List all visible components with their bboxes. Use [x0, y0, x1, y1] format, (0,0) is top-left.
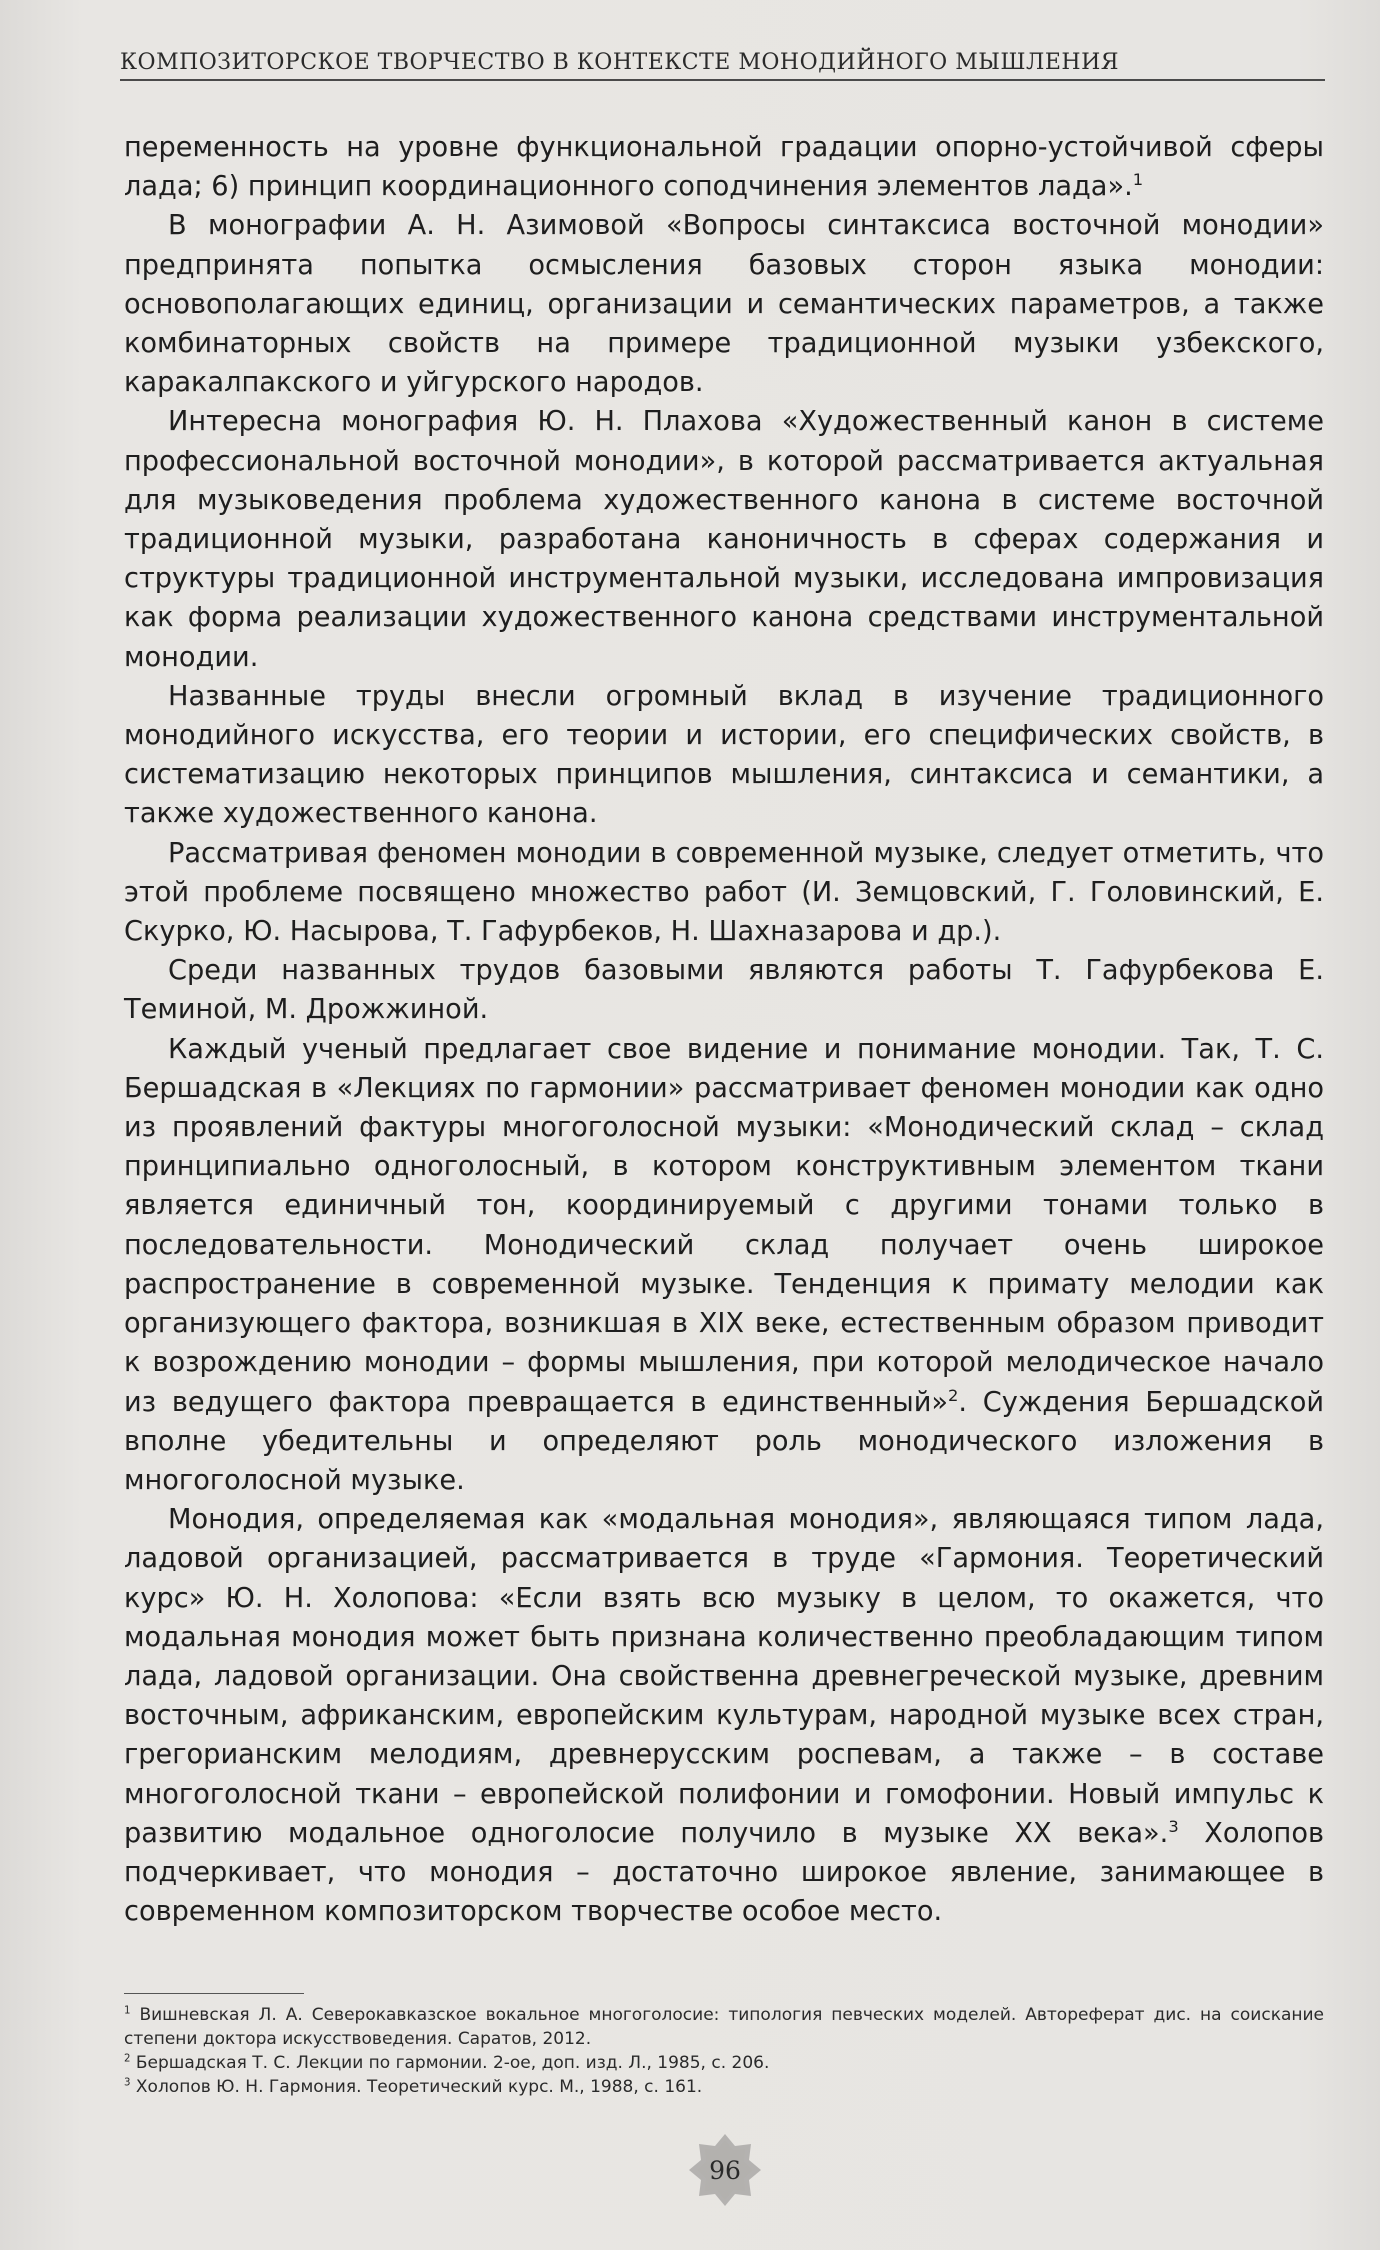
paragraph: [124, 834, 1324, 952]
paragraph: [124, 128, 1324, 206]
footnote-ref: 2: [948, 1385, 959, 1405]
paragraph-text: Интересна монография Ю. Н. Плахова «Художественный канон в системе профессиональной восточной монодии», в которой рассматривается актуальная для музыковедения проблема художественного канона в системе восточной традиционной музыки, разработана каноничность в сферах содержания и структуры традиционной инструментальной музыки, исследована импровизация как форма реализации художественного канона средствами инструментальной монодии.: [124, 406, 1324, 673]
running-header-title: КОМПОЗИТОРСКОЕ ТВОРЧЕСТВО В КОНТЕКСТЕ МОНОДИЙНОГО МЫШЛЕНИЯ: [120, 50, 1120, 75]
footnote-ref: 1: [1132, 170, 1144, 190]
paragraph-text-continued: . Суждения Бершадской вполне убедительны и определяют роль монодического изложения в многоголосной музыке.: [124, 1386, 1324, 1496]
paragraph-text: переменность на уровне функциональной градации опорно-устойчивой сферы лада; 6) принцип координационного соподчинения элементов лада».: [124, 132, 1324, 203]
footnote: [124, 2051, 1324, 2075]
footnote-mark: 2: [124, 2053, 131, 2065]
footnote: [124, 2003, 1324, 2051]
paragraph-text: Среди названных трудов базовыми являются работы Т. Гафурбекова Е. Теминой, М. Дрожжиной.: [124, 955, 1324, 1026]
paragraph-text-continued: Холопов подчеркивает, что монодия – достаточно широкое явление, занимающее в современном композиторском творчестве особое место.: [124, 1817, 1324, 1928]
footnote-text: Бершадская Т. С. Лекции по гармонии. 2-ое, доп. изд. Л., 1985, с. 206.: [135, 2053, 770, 2073]
main-text: [124, 128, 1324, 1931]
page-number-badge: [687, 2132, 763, 2208]
paragraph: [124, 206, 1324, 402]
paragraph-text: Рассматривая феномен монодии в современной музыке, следует отметить, что этой проблеме посвящено множество работ (И. Земцовский, Г. Головинский, Е. Скурко, Ю. Насырова, Т. Гафурбеков, Н. Шахназарова и др.).: [124, 837, 1324, 948]
paragraph-text: Монодия, определяемая как «модальная монодия», являющаяся типом лада, ладовой организацией, рассматривается в труде «Гармония. Теоретический курс» Ю. Н. Холопова: «Если взять всю музыку в целом, то окажется, что модальная монодия может быть признана количественно преобладающим типом лада, ладовой организации. Она свойственна древнегреческой музыке, древним восточным, африканским, европейским культурам, народной музыке всех стран, грегорианским мелодиям, древнерусским роспевам, а также – в составе многоголосной ткани – европейской полифонии и гомофонии. Новый импульс к развитию модальное одноголосие получило в музыке XX века».: [124, 1504, 1324, 1849]
footnote-mark: 3: [124, 2077, 131, 2089]
footnote-ref: 3: [1168, 1816, 1179, 1836]
paragraph: [124, 1500, 1324, 1931]
footnote-text: Холопов Ю. Н. Гармония. Теоретический курс. М., 1988, с. 161.: [135, 2077, 703, 2097]
running-header: [120, 50, 1325, 81]
paragraph-text: Названные труды внесли огромный вклад в изучение традиционного монодийного искусства, его теории и истории, его специфических свойств, в систематизацию некоторых принципов мышления, синтаксиса и семантики, а также художественного канона.: [124, 680, 1324, 830]
footnotes: [124, 2003, 1324, 2099]
footnote: [124, 2075, 1324, 2099]
paragraph: [124, 1030, 1324, 1500]
paragraph: [124, 402, 1324, 676]
paragraph: [124, 677, 1324, 834]
paragraph-text: Каждый ученый предлагает свое видение и понимание монодии. Так, Т. С. Бершадская в «Лекциях по гармонии» рассматривает феномен монодии как одно из проявлений фактуры многоголосной музыки: «Монодический склад – склад принципиально одноголосный, в котором конструктивным элементом ткани является единичный тон, координируемый с другими тонами только в последовательности. Монодический склад получает очень широкое распространение в современной музыке. Тенденция к примату мелодии как организующего фактора, возникшая в XIX веке, естественным образом приводит к возрождению монодии – формы мышления, при которой мелодическое начало из ведущего фактора превращается в единственный»: [124, 1033, 1324, 1418]
footnote-mark: 1: [124, 2005, 131, 2017]
page-number: 96: [709, 2155, 741, 2185]
paragraph-text: В монографии А. Н. Азимовой «Вопросы синтаксиса восточной монодии» предпринята попытка осмысления базовых сторон языка монодии: основополагающих единиц, организации и семантических параметров, а также комбинаторных свойств на примере традиционной музыки узбекского, каракалпакского и уйгурского народов.: [124, 210, 1324, 399]
paragraph: [124, 951, 1324, 1029]
footnote-divider: [124, 1993, 304, 1994]
footnote-text: Вишневская Л. А. Северокавказское вокальное многоголосие: типология певческих моделей. Автореферат дис. на соискание степени доктора искусствоведения. Саратов, 2012.: [124, 2005, 1324, 2049]
